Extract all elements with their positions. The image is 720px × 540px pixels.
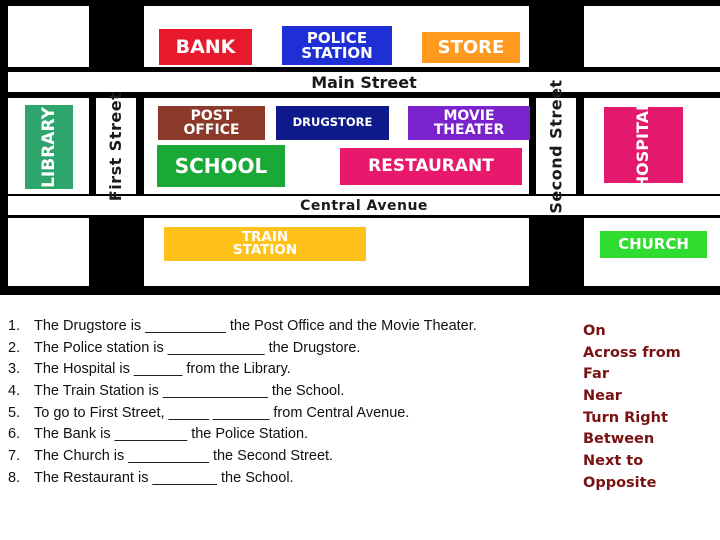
library-building (25, 105, 73, 189)
movie-label-line1: MOVIE (443, 108, 495, 124)
question-text: The Train Station is _____________ the School. (34, 383, 345, 400)
post-office-building (158, 106, 265, 140)
bank-label: BANK (175, 35, 236, 58)
post-office-label-line2: OFFICE (183, 122, 240, 138)
drugstore-label: DRUGSTORE (292, 115, 373, 130)
store-building (422, 32, 520, 63)
library-label: LIBRARY (38, 106, 59, 188)
main-street-label: Main Street (311, 72, 417, 92)
question-text: The Hospital is ______ from the Library. (34, 361, 291, 378)
train-label-line2: STATION (232, 242, 298, 258)
police-label-line2: STATION (301, 43, 373, 62)
school-label: SCHOOL (174, 154, 268, 178)
question-text: The Police station is ____________ the Drugstore. (34, 339, 361, 356)
question-text: To go to First Street, _____ _______ from Central Avenue. (34, 404, 410, 421)
question-item: 5. To go to First Street, _____ _______ from Central Avenue. (8, 404, 410, 421)
option-item: Far (583, 366, 609, 383)
answer-options (583, 321, 681, 495)
hospital-building (604, 100, 683, 190)
first-street-road (96, 91, 136, 201)
question-item: 6. The Bank is _________ the Police Station. (8, 426, 309, 443)
train-label-line1: TRAIN (241, 228, 289, 245)
train-station-building (164, 227, 366, 261)
option-item: On (583, 323, 606, 339)
question-item: 4. The Train Station is _____________ the School. (8, 383, 345, 400)
movie-label-line2: THEATER (433, 122, 505, 138)
option-item: Near (583, 388, 622, 405)
restaurant-building (340, 148, 522, 185)
block-bottom-left (8, 218, 89, 286)
main-street-road (8, 72, 720, 92)
question-text: The Drugstore is __________ the Post Office and the Movie Theater. (34, 318, 477, 334)
movie-theater-building (408, 106, 530, 140)
central-avenue-label: Central Avenue (300, 197, 428, 214)
question-item: 1. The Drugstore is __________ the Post Office and the Movie Theater. (8, 318, 477, 334)
question-list (8, 316, 568, 490)
post-office-label-line1: POST (190, 108, 233, 124)
store-label: STORE (437, 36, 505, 58)
hospital-label: HOSPITAL (633, 100, 653, 190)
question-text: The Church is __________ the Second Street. (34, 448, 334, 465)
school-building (157, 145, 285, 187)
option-item: Turn Right (583, 409, 668, 426)
church-label: CHURCH (618, 235, 689, 253)
option-item: Between (583, 431, 655, 448)
police-label-line1: POLICE (306, 28, 368, 47)
option-item: Across from (583, 344, 681, 361)
option-item: Next to (583, 453, 644, 470)
question-text: The Restaurant is ________ the School. (34, 469, 294, 486)
restaurant-label: RESTAURANT (368, 156, 494, 176)
first-street-label: First Street (106, 91, 126, 201)
question-item: 2. The Police station is ____________ the Drugstore. (8, 339, 361, 356)
option-item: Opposite (583, 474, 657, 491)
question-item: 8. The Restaurant is ________ the School. (8, 469, 294, 486)
question-item: 7. The Church is __________ the Second Street. (8, 448, 334, 465)
drugstore-building (276, 106, 389, 140)
police-station-building (282, 26, 392, 65)
question-item: 3. The Hospital is ______ from the Library. (8, 361, 291, 378)
second-street-label: Second Street (546, 78, 566, 214)
church-building (600, 231, 707, 258)
bank-building (159, 29, 252, 65)
second-street-road (536, 78, 576, 214)
block-top-right (584, 6, 720, 67)
question-text: The Bank is _________ the Police Station. (34, 426, 309, 443)
block-top-left (8, 6, 89, 67)
